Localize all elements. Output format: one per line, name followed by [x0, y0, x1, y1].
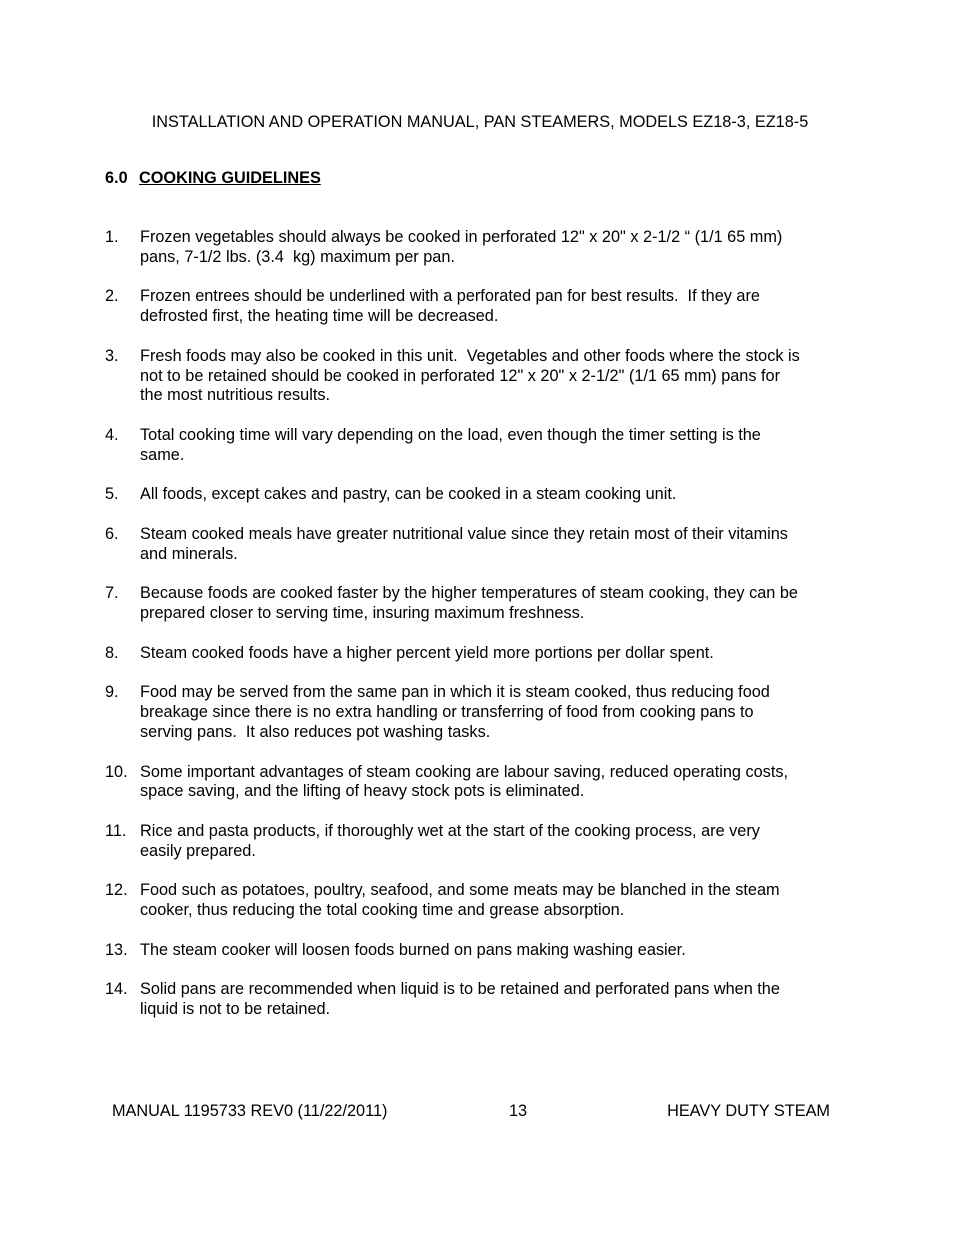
guideline-item — [105, 683, 845, 742]
guideline-number: 6. — [105, 524, 119, 543]
guideline-text-line: Fresh foods may also be cooked in this unit. Vegetables and other foods where the stock is — [140, 346, 800, 365]
guideline-text — [140, 485, 845, 505]
guideline-item — [105, 980, 845, 1020]
guideline-text — [140, 644, 845, 664]
guideline-text — [140, 287, 845, 327]
guideline-text-line: easily prepared. — [140, 841, 256, 860]
guideline-text-line: and minerals. — [140, 544, 238, 563]
guideline-text-line: Some important advantages of steam cooking are labour saving, reduced operating costs, — [140, 762, 789, 781]
guideline-item — [105, 426, 845, 466]
guideline-item — [105, 525, 845, 565]
guideline-text-line: Solid pans are recommended when liquid is to be retained and perforated pans when the — [140, 980, 780, 999]
guideline-text — [140, 347, 845, 406]
guideline-text-line: The steam cooker will loosen foods burned on pans making washing easier. — [140, 940, 686, 959]
guideline-text — [140, 426, 845, 466]
guideline-text-line: Steam cooked meals have greater nutritional value since they retain most of their vitamins — [140, 524, 788, 543]
guideline-number: 12. — [105, 881, 128, 900]
guidelines-list — [105, 228, 845, 1040]
guideline-text — [140, 941, 845, 961]
guideline-item — [105, 584, 845, 624]
guideline-text-line: cooker, thus reducing the total cooking time and grease absorption. — [140, 901, 625, 920]
guideline-text — [140, 881, 845, 921]
guideline-number: 2. — [105, 287, 119, 306]
guideline-text — [140, 228, 845, 268]
guideline-text-line: prepared closer to serving time, insuring maximum freshness. — [140, 604, 585, 623]
section-title: COOKING GUIDELINES — [139, 169, 321, 187]
guideline-text-line: Because foods are cooked faster by the higher temperatures of steam cooking, they can be — [140, 584, 798, 603]
guideline-item — [105, 763, 845, 803]
guideline-text-line: liquid is not to be retained. — [140, 1000, 331, 1019]
section-heading — [105, 168, 321, 188]
guideline-item — [105, 881, 845, 921]
guideline-number: 4. — [105, 425, 119, 444]
guideline-text-line: breakage since there is no extra handling or transferring of food from cooking pans to — [140, 703, 754, 722]
guideline-text-line: defrosted first, the heating time will be decreased. — [140, 307, 499, 326]
footer-page-number: 13 — [509, 1102, 528, 1120]
guideline-text — [140, 763, 845, 803]
guideline-number: 13. — [105, 940, 128, 959]
guideline-text-line: All foods, except cakes and pastry, can be cooked in a steam cooking unit. — [140, 485, 677, 504]
guideline-item — [105, 485, 845, 505]
footer-manual-number: MANUAL 1195733 REV0 (11/22/2011) — [112, 1102, 388, 1120]
guideline-text — [140, 584, 845, 624]
guideline-text-line: the most nutritious results. — [140, 386, 331, 405]
guideline-number: 11. — [105, 821, 127, 840]
guideline-number: 5. — [105, 485, 119, 504]
guideline-text-line: Food may be served from the same pan in which it is steam cooked, thus reducing food — [140, 683, 770, 702]
footer-product-name: HEAVY DUTY STEAM — [667, 1102, 830, 1120]
guideline-text-line: not to be retained should be cooked in perforated 12" x 20" x 2-1/2" (1/1 65 mm) pans for — [140, 366, 781, 385]
guideline-item — [105, 287, 845, 327]
guideline-number: 14. — [105, 980, 128, 999]
guideline-text-line: serving pans. It also reduces pot washing tasks. — [140, 722, 491, 741]
page-header: INSTALLATION AND OPERATION MANUAL, PAN STEAMERS, MODELS EZ18-3, EZ18-5 — [151, 113, 809, 131]
guideline-text-line: Frozen entrees should be underlined with a perforated pan for best results. If they are — [140, 287, 760, 306]
guideline-number: 7. — [105, 584, 119, 603]
guideline-item — [105, 228, 845, 268]
guideline-text-line: same. — [140, 445, 185, 464]
guideline-number: 9. — [105, 683, 119, 702]
guideline-item — [105, 347, 845, 406]
guideline-text — [140, 525, 845, 565]
guideline-text-line: space saving, and the lifting of heavy stock pots is eliminated. — [140, 782, 585, 801]
guideline-text — [140, 980, 845, 1020]
guideline-text-line: Rice and pasta products, if thoroughly wet at the start of the cooking process, are very — [140, 821, 760, 840]
guideline-text-line: Frozen vegetables should always be cooked in perforated 12" x 20" x 2-1/2 “ (1/1 65 mm) — [140, 228, 783, 246]
guideline-text-line: Steam cooked foods have a higher percent yield more portions per dollar spent. — [140, 643, 714, 662]
guideline-text — [140, 683, 845, 742]
guideline-number: 3. — [105, 346, 119, 365]
section-number: 6.0 — [105, 169, 128, 187]
guideline-text — [140, 822, 845, 862]
guideline-number: 1. — [105, 228, 119, 246]
guideline-item — [105, 941, 845, 961]
guideline-item — [105, 644, 845, 664]
guideline-text-line: Total cooking time will vary depending on the load, even though the timer setting is the — [140, 425, 761, 444]
page-footer — [112, 1101, 830, 1121]
guideline-item — [105, 822, 845, 862]
guideline-number: 10. — [105, 762, 128, 781]
guideline-number: 8. — [105, 643, 119, 662]
guideline-text-line: Food such as potatoes, poultry, seafood, and some meats may be blanched in the steam — [140, 881, 780, 900]
guideline-text-line: pans, 7-1/2 lbs. (3.4 kg) maximum per pan. — [140, 247, 455, 266]
